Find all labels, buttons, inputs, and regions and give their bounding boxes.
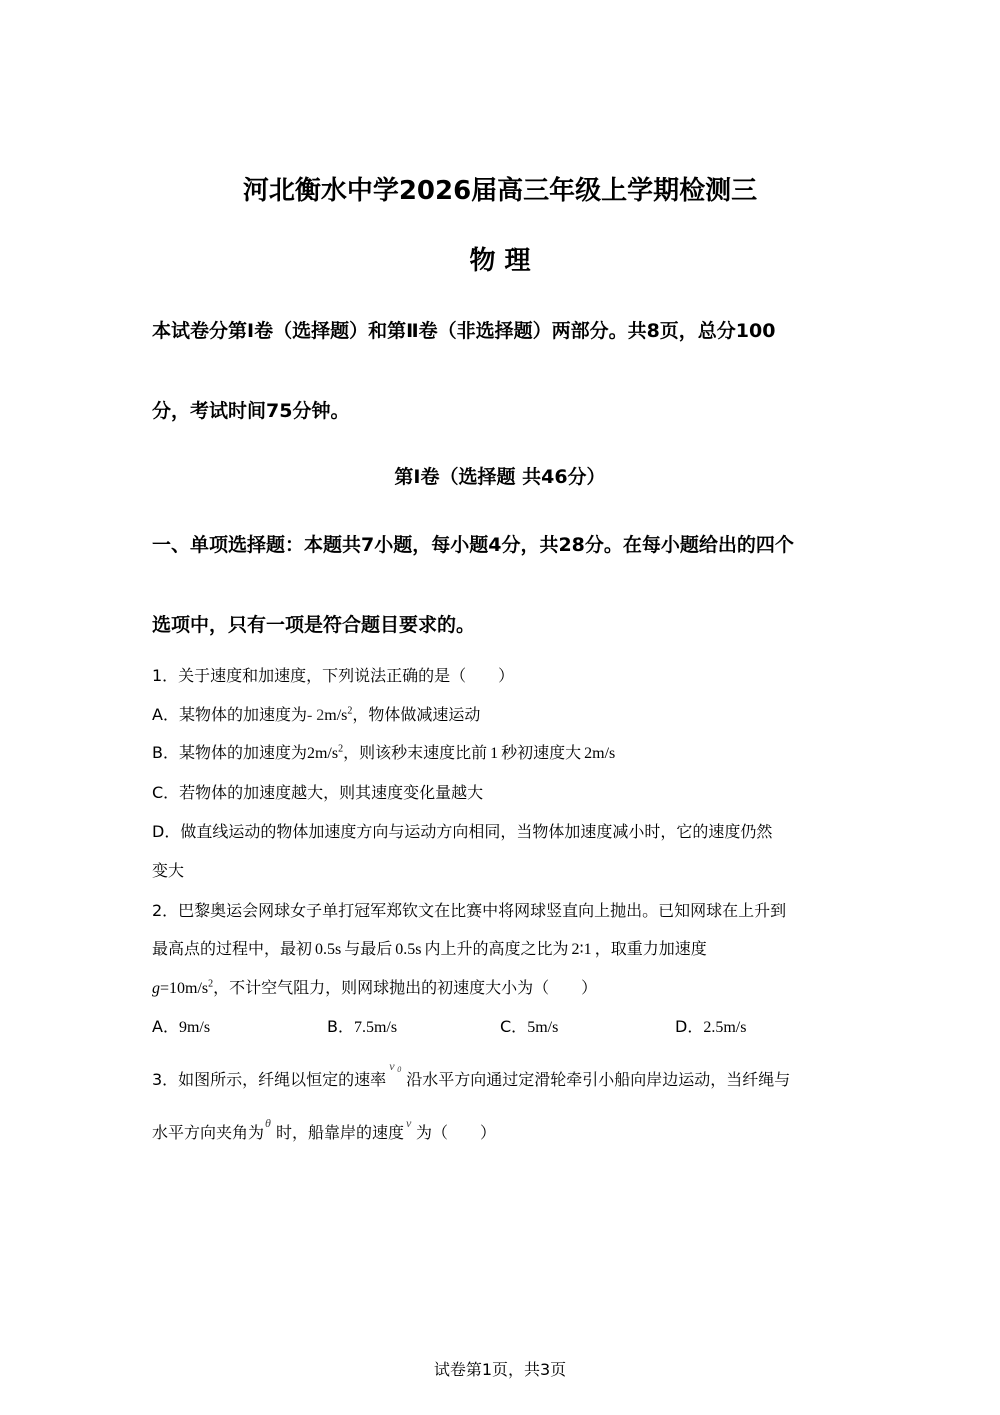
q2-option-a-value: 9m/s bbox=[178, 1019, 211, 1036]
q1-stem: 1．关于速度和加速度，下列说法正确的是（ ） bbox=[152, 666, 515, 685]
q1-option-d-line1: D．做直线运动的物体加速度方向与运动方向相同，当物体加速度减小时，它的速度仍然 bbox=[152, 822, 773, 841]
q1-option-c: C．若物体的加速度越大，则其速度变化量越大 bbox=[152, 783, 484, 802]
page-footer: 试卷第1页，共3页 bbox=[433, 1360, 567, 1379]
q1-option-a-value: - 2 bbox=[306, 707, 325, 724]
section-instruction-2: 选项中，只有一项是符合题目要求的。 bbox=[152, 614, 476, 636]
q1-option-b-mid2: 秒初速度大 bbox=[501, 743, 582, 762]
q1-option-a-text: A．某物体的加速度为 bbox=[152, 705, 307, 724]
q2-option-a bbox=[152, 1014, 210, 1037]
q2-option-d-value: 2.5m/s bbox=[703, 1019, 747, 1036]
q3-line-1 bbox=[152, 1059, 791, 1090]
q2-ratio: 2∶1 bbox=[571, 941, 592, 958]
q1-option-a-unit: m/s bbox=[324, 707, 348, 724]
q2-g-exponent: 2 bbox=[208, 978, 214, 990]
q3-theta-symbol bbox=[264, 1116, 276, 1138]
q2-line-2-end: ，取重力加速度 bbox=[594, 939, 707, 958]
q3-v0-letter: v bbox=[389, 1059, 395, 1073]
q3-line-2 bbox=[152, 1116, 497, 1143]
q1-option-b-exponent: 2 bbox=[338, 743, 344, 755]
q2-option-c-value: 5m/s bbox=[527, 1019, 559, 1036]
q1-option-b-end: 2m/s bbox=[584, 745, 616, 762]
q2-line-3-text: ，不计空气阻力，则网球抛出的初速度大小为（ ） bbox=[213, 978, 598, 997]
q3-theta-letter: θ bbox=[265, 1116, 271, 1130]
q2-option-d bbox=[675, 1014, 746, 1037]
q3-line-1-text: 3．如图所示，纤绳以恒定的速率 bbox=[152, 1070, 387, 1089]
q1-option-b-text: B．某物体的加速度为 bbox=[152, 743, 307, 762]
q2-line-2-text: 最高点的过程中，最初 bbox=[152, 939, 313, 958]
q2-time-2: 0.5s bbox=[395, 941, 422, 958]
q3-v0-subscript: 0 bbox=[397, 1065, 402, 1074]
q1-option-d-line2: 变大 bbox=[152, 861, 185, 880]
q2-option-c bbox=[500, 1014, 558, 1037]
q2-option-b bbox=[327, 1014, 397, 1037]
q1-option-a-exponent: 2 bbox=[347, 705, 353, 717]
q3-v-letter: v bbox=[406, 1116, 412, 1130]
q2-option-a-label: A． bbox=[152, 1017, 179, 1036]
q2-g-symbol: g bbox=[152, 980, 160, 997]
q2-option-b-label: B． bbox=[327, 1017, 354, 1036]
q2-option-c-label: C． bbox=[500, 1017, 528, 1036]
q2-line-2-mid: 与最后 bbox=[344, 939, 393, 958]
q2-line-1: 2．巴黎奥运会网球女子单打冠军郑钦文在比赛中将网球竖直向上抛出。已知网球在上升到 bbox=[152, 901, 787, 920]
q2-option-b-value: 7.5m/s bbox=[353, 1019, 398, 1036]
q1-option-a-tail: ，物体做减速运动 bbox=[352, 705, 481, 724]
q1-option-a bbox=[152, 702, 480, 725]
exam-title: 河北衡水中学2026届高三年级上学期检测三 bbox=[242, 176, 758, 206]
q2-option-d-label: D． bbox=[675, 1017, 704, 1036]
q2-time-1: 0.5s bbox=[315, 941, 342, 958]
q3-line-1-post: 沿水平方向通过定滑轮牵引小船向岸边运动，当纤绳与 bbox=[406, 1070, 791, 1089]
subject-title: 物 理 bbox=[469, 246, 531, 276]
q3-line-2-text: 水平方向夹角为 bbox=[152, 1123, 265, 1142]
q3-v0-symbol bbox=[386, 1059, 406, 1085]
q2-line-2 bbox=[152, 936, 707, 959]
part1-heading: 第Ⅰ卷（选择题 共46分） bbox=[394, 466, 606, 488]
q3-line-2-post: 为（ ） bbox=[416, 1123, 497, 1142]
q2-line-3 bbox=[152, 975, 597, 998]
intro-line-2: 分，考试时间75分钟。 bbox=[152, 400, 350, 422]
q1-option-b-number: 1 bbox=[490, 745, 499, 762]
q3-line-2-mid: 时，船靠岸的速度 bbox=[276, 1123, 405, 1142]
q3-v-symbol bbox=[404, 1116, 416, 1138]
intro-line-1: 本试卷分第Ⅰ卷（选择题）和第Ⅱ卷（非选择题）两部分。共8页，总分100 bbox=[152, 320, 776, 342]
q2-g-value: =10m/s bbox=[160, 980, 209, 997]
q2-line-2-post: 内上升的高度之比为 bbox=[424, 939, 569, 958]
q1-option-b-value: 2m/s bbox=[306, 745, 339, 762]
q1-option-b-mid: ，则该秒末速度比前 bbox=[343, 743, 488, 762]
q1-option-b bbox=[152, 740, 615, 763]
section-instruction-1: 一、单项选择题：本题共7小题，每小题4分，共28分。在每小题给出的四个 bbox=[152, 534, 794, 556]
